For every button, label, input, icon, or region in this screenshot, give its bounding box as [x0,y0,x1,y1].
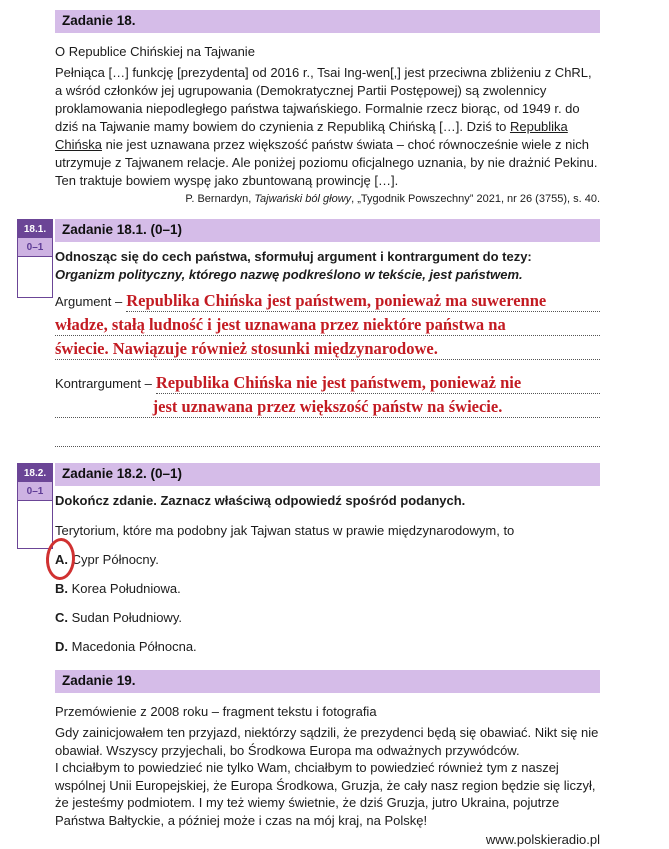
task-19-source: www.polskieradio.pl [485,832,600,847]
dotted-answer-line [126,291,600,312]
citation-author: P. Bernardyn, [185,193,255,205]
citation-title: Tajwański ból głowy [254,193,352,205]
task-19-header: Zadanie 19. [55,670,600,693]
task-19-section [55,670,600,849]
dotted-answer-line [55,397,600,418]
passage-text-before: Pełniąca […] funkcję [prezydenta] od 2016 r., Tsai Ing-wen[,] jest przeciwna zbliżeniu z ChRL, a wśród członków jej ugrupowania (Demokratycznej Partii Postępowej) są zwolennicy proklamowania niepodległego państwa tajwańskiego. Formalnie rzecz biorąc, od 1949 r. do dziś na Tajwanie mamy bowiem do czynienia z Republiką Chińską […]. Dziś to [55,65,592,134]
task-18-passage [55,64,600,190]
task-18-1-score-box [17,219,53,298]
dotted-answer-line [55,315,600,336]
handwritten-answer: jest uznawana przez większość państw na świecie. [152,397,503,416]
answer-option-d [55,638,600,656]
argument-label: Argument – [55,294,123,309]
counterargument-label: Kontrargument – [55,376,152,391]
option-letter: C. [55,610,68,625]
task-number-cell: 18.1. [18,220,52,238]
handwritten-answer: Republika Chińska nie jest państwem, ponieważ nie [155,373,522,392]
empty-answer-row [55,427,600,447]
dotted-answer-line [55,446,600,447]
argument-row-1 [55,289,600,312]
argument-row-2 [55,312,600,336]
task-number-cell: 18.2. [18,464,52,482]
handwritten-answer: władze, stałą ludność i jest uznawana przez niektóre państwa na [55,315,506,334]
task-18-1-section [23,219,600,447]
task-18-1-header: Zadanie 18.1. (0–1) [55,219,600,242]
task-18-1-thesis: Organizm polityczny, którego nazwę podkreślono w tekście, jest państwem. [55,267,523,282]
option-text: Macedonia Północna. [71,639,197,654]
option-letter: B. [55,581,68,596]
option-letter: A. [55,552,68,567]
passage-text-after: nie jest uznawana przez większość państw świata – choć równocześnie wiele z nich utrzymuje z Tajwanem relacje. Ale poniżej poziomu oficjalnego uznania, by nie drażnić Pekinu. Ten traktuje bowiem wyspę jako zbuntowaną prowincję […]. [55,137,598,188]
task-18-2-section [23,463,600,656]
dotted-answer-line [55,339,600,360]
counterargument-row-2 [55,394,600,418]
task-18-subtitle: O Republice Chińskiej na Tajwanie [55,44,255,59]
answer-option-c [55,609,600,627]
task-18-citation [55,192,600,206]
task-19-speech [55,724,600,829]
citation-details: , „Tygodnik Powszechny” 2021, nr 26 (3755), s. 40. [351,193,600,205]
task-18-section [55,10,600,206]
task-18-2-score-box [17,463,53,549]
speech-paragraph-2: I chciałbym to powiedzieć nie tylko Wam, chciałbym to powiedzieć również tym z naszej wspólnej Unii Europejskiej, że Europa Środkowa, Gruzja, że cały nasz region będzie się liczył, że jesteśmy podmiotem. I my też wiemy świetnie, że dziś Gruzja, jutro Ukraina, pojutrze Państwa Bałtyckie, a później może i czas na mój kraj, na Polskę! [55,760,596,828]
handwritten-answer: Republika Chińska jest państwem, ponieważ ma suwerenne [126,291,547,310]
option-letter: D. [55,639,68,654]
score-range-cell: 0–1 [18,482,52,501]
option-text: Sudan Południowy. [71,610,182,625]
score-entry-cell [18,501,52,548]
speech-paragraph-1: Gdy zainicjowałem ten przyjazd, niektórzy sądzili, że prezydenci będą się obawiać. Nikt się nie obawiał. Wszyscy przyjechali, bo Środkowa Europa ma odważnych przywódców. [55,725,599,758]
task-18-2-header: Zadanie 18.2. (0–1) [55,463,600,486]
option-text: Korea Południowa. [71,581,181,596]
score-entry-cell [18,257,52,297]
dotted-answer-line [156,373,600,394]
underlined-term: Republika Chińska [55,119,568,152]
task-18-2-stem: Terytorium, które ma podobny jak Tajwan status w prawie międzynarodowym, to [55,523,515,538]
task-19-subtitle: Przemówienie z 2008 roku – fragment tekstu i fotografia [55,704,377,719]
answer-option-a [55,551,600,569]
answer-option-b [55,580,600,598]
task-18-2-instruction: Dokończ zdanie. Zaznacz właściwą odpowiedź spośród podanych. [55,493,466,508]
task-18-header: Zadanie 18. [55,10,600,33]
score-range-cell: 0–1 [18,238,52,257]
argument-row-3 [55,336,600,360]
option-text: Cypr Północny. [71,552,159,567]
handwritten-answer: świecie. Nawiązuje również stosunki międzynarodowe. [55,339,438,358]
counterargument-row-1 [55,368,600,394]
task-18-1-instruction: Odnosząc się do cech państwa, sformułuj argument i kontrargument do tezy: [55,249,532,264]
